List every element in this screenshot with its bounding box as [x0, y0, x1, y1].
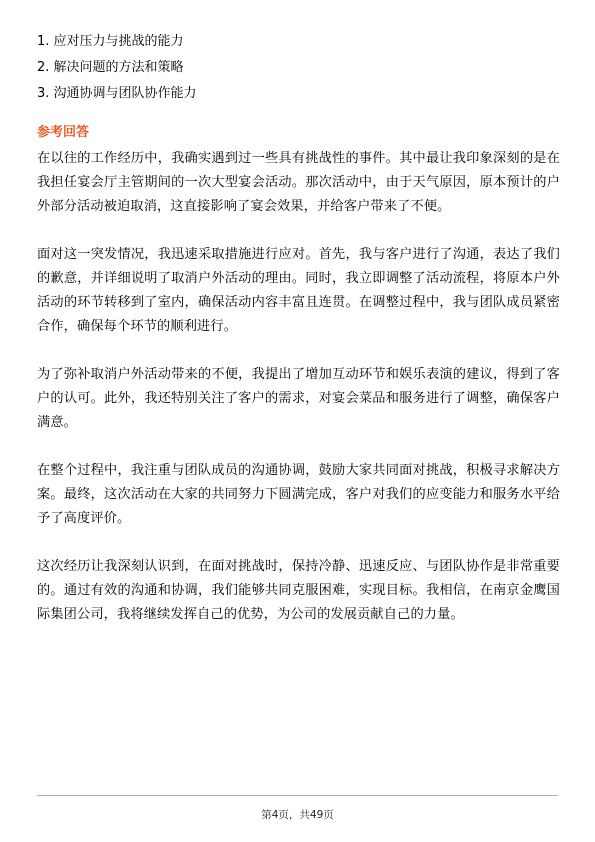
question-item: 3. 沟通协调与团队协作能力: [37, 86, 197, 101]
answer-paragraph: 这次经历让我深刻认识到，在面对挑战时，保持冷静、迅速反应、与团队协作是非常重要的。通过有效的沟通和协调，我们能够共同克服困难，实现目标。我相信，在南京金鹰国际集团公司，我将继续发挥自己的优势，为公司的发展贡献自己的力量。: [37, 559, 560, 622]
answer-heading: 参考回答: [37, 125, 90, 140]
question-list: [37, 33, 562, 111]
question-item: 1. 应对压力与挑战的能力: [37, 34, 184, 49]
question-item: 2. 解决问题的方法和策略: [37, 60, 184, 75]
answer-paragraph: 面对这一突发情况，我迅速采取措施进行应对。首先，我与客户进行了沟通，表达了我们的歉意，并详细说明了取消户外活动的理由。同时，我立即调整了活动流程，将原本户外活动的环节转移到了室内，确保活动内容丰富且连贯。在调整过程中，我与团队成员紧密合作，确保每个环节的顺利进行。: [37, 247, 560, 334]
page-number: 第4页，共49页: [261, 809, 334, 821]
footer-divider: [37, 795, 558, 796]
answer-paragraph: 为了弥补取消户外活动带来的不便，我提出了增加互动环节和娱乐表演的建议，得到了客户的认可。此外，我还特别关注了客户的需求，对宴会菜品和服务进行了调整，确保客户满意。: [37, 367, 560, 430]
answer-body: [37, 147, 560, 651]
answer-paragraph: 在以往的工作经历中，我确实遇到过一些具有挑战性的事件。其中最让我印象深刻的是在我担任宴会厅主管期间的一次大型宴会活动。那次活动中，由于天气原因，原本预计的户外部分活动被迫取消，这直接影响了宴会效果，并给客户带来了不便。: [37, 151, 560, 214]
answer-paragraph: 在整个过程中，我注重与团队成员的沟通协调，鼓励大家共同面对挑战，积极寻求解决方案。最终，这次活动在大家的共同努力下圆满完成，客户对我们的应变能力和服务水平给予了高度评价。: [37, 463, 560, 526]
